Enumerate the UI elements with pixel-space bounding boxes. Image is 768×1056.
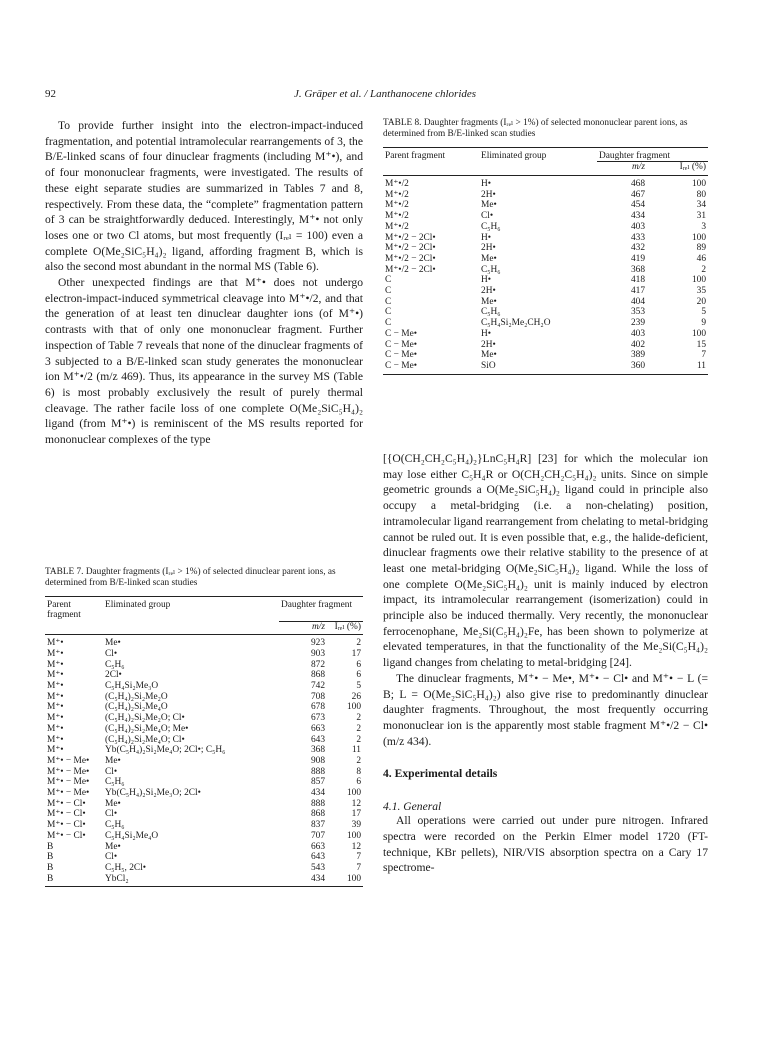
- table-7-irel-cell: 100: [327, 874, 363, 887]
- table-8-eliminated-cell: H•: [481, 328, 492, 339]
- table-8-eliminated-cell: C₅H₄Si₂Me₂CH₂O: [481, 318, 551, 329]
- table-8-row: [383, 233, 708, 244]
- table-8-eliminated-cell: 2H•: [481, 339, 496, 350]
- table-7-row: [45, 777, 363, 788]
- table-8-row: [383, 200, 708, 211]
- table-8-irel-cell: 2: [701, 264, 706, 275]
- table-7-mz-cell: 742: [310, 681, 325, 692]
- table-7-irel-cell: 2: [356, 713, 361, 724]
- table-7-irel-cell: 7: [356, 852, 361, 863]
- table-7-row: [45, 863, 363, 874]
- subsection-heading: 4.1. General: [383, 800, 442, 814]
- table-7-row: [45, 649, 363, 660]
- table-7-parent-cell: M⁺• − Me•: [47, 766, 90, 777]
- body-paragraph: All operations were carried out under pure nitrogen. Infrared spectra were recorded on the Perkin Elmer model 1720 (FT-technique, KBr pellets), NIR/VIS absorption spectra on a Cary 17 spectrome-: [383, 814, 708, 875]
- table-7-eliminated-cell: Cl•: [105, 648, 118, 659]
- table-7-row: [45, 820, 363, 831]
- table-7-eliminated-cell: Me•: [105, 841, 121, 852]
- table-7-eliminated-cell: (C₅H₄)₂Si₂Me₄O: [105, 702, 168, 713]
- table-7-irel-cell: 12: [351, 798, 361, 809]
- table-8-irel-cell: 7: [701, 350, 706, 361]
- table-7-irel-cell: 11: [351, 745, 361, 756]
- table-8-mz-cell: 353: [630, 307, 645, 318]
- table-8-parent-cell: M⁺•/2 − 2Cl•: [385, 253, 436, 264]
- table-7-header-eliminated: Eliminated group: [103, 596, 279, 621]
- table-7-eliminated-cell: Me•: [105, 638, 121, 649]
- table-7-parent-cell: B: [47, 841, 54, 852]
- table-8-mz-cell: 404: [630, 296, 645, 307]
- table-7-mz-cell: 868: [310, 670, 325, 681]
- table-8-eliminated-cell: 2H•: [481, 189, 496, 200]
- table-8-irel-cell: 34: [696, 200, 706, 211]
- table-7-mz-cell: 678: [310, 702, 325, 713]
- table-7-header-daughter: Daughter fragment: [279, 596, 363, 621]
- table-7-irel-cell: 26: [351, 691, 361, 702]
- table-8-mz-cell: 434: [630, 211, 645, 222]
- table-7-mz-cell: 903: [310, 648, 325, 659]
- table-7-parent-cell: M⁺•: [47, 723, 64, 734]
- table-7-irel-cell: 2: [356, 734, 361, 745]
- table-7-header-parent: Parent fragment: [45, 596, 103, 621]
- table-8-mz-cell: 403: [630, 221, 645, 232]
- table-7-parent-cell: M⁺• − Me•: [47, 788, 90, 799]
- table-8-parent-cell: M⁺•/2 − 2Cl•: [385, 243, 436, 254]
- table-7-row: [45, 735, 363, 746]
- table-7-mz-cell: 908: [310, 755, 325, 766]
- table-7-eliminated-cell: Cl•: [105, 809, 118, 820]
- left-column: [45, 118, 363, 884]
- table-8-row: [383, 361, 708, 374]
- table-8-irel-cell: 89: [696, 243, 706, 254]
- body-paragraph: The dinuclear fragments, M⁺• − Me•, M⁺• − Cl• and M⁺• − L (= B; L = O(Me₂SiC₅H₄)₂) also give rise to predominantly dinuclear daughter fragments. Throughout, the most frequently occurring mononuclear ion is the apparently most stable fragment M⁺•/2 − Cl• (m/z 434).: [383, 671, 708, 748]
- table-7-parent-cell: M⁺•: [47, 691, 64, 702]
- table-8-row: [383, 286, 708, 297]
- table-7-irel-cell: 2: [356, 755, 361, 766]
- table-8-eliminated-cell: Me•: [481, 350, 497, 361]
- table-8-header-parent: Parent fragment: [383, 147, 479, 162]
- table-7-irel-cell: 100: [346, 788, 361, 799]
- table-8-row: [383, 222, 708, 233]
- page-number: 92: [45, 88, 56, 100]
- table-8-irel-cell: 11: [647, 361, 708, 374]
- table-7-irel-cell: 100: [346, 830, 361, 841]
- table-7-grid: [45, 596, 363, 888]
- right-text-block: [383, 451, 708, 876]
- table-8-mz-cell: 402: [630, 339, 645, 350]
- table-8-mz-cell: 239: [630, 318, 645, 329]
- table-7-eliminated-cell: 2Cl•: [105, 670, 122, 681]
- table-8-row: [383, 275, 708, 286]
- table-7-irel-cell: 6: [356, 659, 361, 670]
- table-8-eliminated-cell: Cl•: [481, 211, 494, 222]
- table-8-mz-cell: 418: [630, 275, 645, 286]
- table-7-eliminated-cell: Me•: [105, 798, 121, 809]
- table-8-parent-cell: C: [385, 275, 392, 286]
- table-8-eliminated-cell: H•: [481, 275, 492, 286]
- table-7-eliminated-cell: Yb(C₅H₄)₂Si₂Me₄O; 2Cl•; C₅H₆: [105, 745, 226, 756]
- table-8-irel-cell: 100: [691, 232, 706, 243]
- table-7-parent-cell: M⁺•: [47, 681, 64, 692]
- table-8-mz-cell: 417: [630, 286, 645, 297]
- table-7-row: [45, 713, 363, 724]
- table-7-irel-cell: 8: [356, 766, 361, 777]
- running-head: J. Gräper et al. / Lanthanocene chlorides: [293, 88, 477, 100]
- table-8-eliminated-cell: Me•: [481, 200, 497, 211]
- table-8-eliminated-cell: 2H•: [481, 243, 496, 254]
- table-7-eliminated-cell: (C₅H₄)₂Si₂Me₄O; Cl•: [105, 734, 185, 745]
- table-8-irel-cell: 15: [696, 339, 706, 350]
- table-7-row: [45, 767, 363, 778]
- table-7-mz-cell: 837: [310, 820, 325, 831]
- table-8-mz-cell: 389: [630, 350, 645, 361]
- table-8-parent-cell: C: [385, 318, 392, 329]
- table-7-eliminated-cell: Cl•: [105, 766, 118, 777]
- table-8-row: [383, 211, 708, 222]
- table-7-parent-cell: M⁺•: [47, 745, 64, 756]
- table-7-parent-cell: M⁺•: [47, 638, 64, 649]
- table-8-irel-cell: 9: [701, 318, 706, 329]
- table-7-mz-cell: 643: [310, 852, 325, 863]
- table-7-eliminated-cell: C₅H₆: [105, 777, 125, 788]
- table-7-row: [45, 874, 363, 887]
- section-heading: 4. Experimental details: [383, 767, 498, 781]
- table-8-parent-cell: M⁺•/2: [385, 179, 409, 189]
- table-8-grid: [383, 147, 708, 375]
- table-7-eliminated-cell: C₅H₆: [105, 820, 125, 831]
- table-7-irel-cell: 5: [356, 681, 361, 692]
- body-paragraph: [{O(CH₂CH₂C₅H₄)₂}LnC₅H₄R] [23] for which the molecular ion may lose either C₅H₄R or O(CH₂CH₂C₅H₄)₂ units. Since on simple geometric grounds a O(Me₂SiC₅H₄)₂ ligand could in principle also occupy a metal-bridging (i.e. a non-chelating) position, intramolecular ligand rearrangement from chelating to metal-bridging cannot be ruled out. It is even possible that, e.g., the halide-deficient, dinuclear fragments owe their relative stability to the presence of at least one metal-bridging O(Me₂SiC₅H₄)₂ ligand. While the loss of one complete O(Me₂SiC₅H₄)₂ unit is mainly induced by electron impact, its intramolecular rearrangement (isomerization) could in principle also be induced thermally. Very recently, the mononuclear ferrocenophane, Me₂Si(C₅H₄)₂Fe, has been shown to polymerize at elevated temperatures, in that the functionality of the Me₂Si(C₅H₄)₂ ligand changes from chelating to metal-bridging [24].: [383, 452, 708, 670]
- table-8-irel-cell: 31: [696, 211, 706, 222]
- table-8-parent-cell: M⁺•/2: [385, 189, 409, 200]
- table-7-row: [45, 660, 363, 671]
- table-8-mz-cell: 432: [630, 243, 645, 254]
- table-7-row: [45, 799, 363, 810]
- table-8-eliminated-cell: 2H•: [481, 286, 496, 297]
- table-8-parent-cell: M⁺•/2 − 2Cl•: [385, 264, 436, 275]
- table-8-irel-cell: 20: [696, 296, 706, 307]
- table-8-row: [383, 350, 708, 361]
- table-7-irel-cell: 39: [351, 820, 361, 831]
- table-8-mz-cell: 433: [630, 232, 645, 243]
- table-8-row: [383, 340, 708, 351]
- table-8-header-daughter: Daughter fragment: [597, 147, 708, 162]
- table-7-parent-cell: M⁺•: [47, 713, 64, 724]
- table-7-parent-cell: M⁺• − Me•: [47, 777, 90, 788]
- table-8-parent-cell: C: [385, 296, 392, 307]
- table-8-eliminated-cell: Me•: [481, 253, 497, 264]
- table-8-eliminated-cell: Me•: [481, 296, 497, 307]
- table-8-parent-cell: M⁺•/2: [385, 221, 409, 232]
- table-7-parent-cell: M⁺•: [47, 648, 64, 659]
- table-7-eliminated-cell: C₅H₆: [105, 659, 125, 670]
- table-8-row: [383, 176, 708, 190]
- table-8-body: [383, 176, 708, 375]
- table-8-caption: TABLE 8. Daughter fragments (Iᵣₑₗ > 1%) of selected mononuclear parent ions, as determined from B/E-linked scan studies: [383, 118, 688, 140]
- table-8-mz-cell: 468: [630, 179, 645, 189]
- table-8: [383, 118, 708, 375]
- table-7-row: [45, 831, 363, 842]
- table-7-parent-cell: M⁺•: [47, 702, 64, 713]
- table-7-eliminated-cell: C₅H₅, 2Cl•: [105, 862, 147, 873]
- table-7: [45, 567, 363, 887]
- table-8-eliminated-cell: C₅H₆: [481, 307, 501, 318]
- table-7-mz-cell: 643: [310, 734, 325, 745]
- table-7-parent-cell: B: [47, 852, 54, 863]
- table-7-parent-cell: B: [47, 862, 54, 873]
- table-8-irel-cell: 100: [691, 328, 706, 339]
- table-8-parent-cell: M⁺•/2 − 2Cl•: [385, 232, 436, 243]
- table-8-irel-cell: 100: [691, 179, 706, 189]
- table-8-row: [383, 265, 708, 276]
- body-paragraph: To provide further insight into the electron-impact-induced fragmentation, and potential intramolecular rearrangements of 3, the B/E-linked scans of four dinuclear fragments (including M⁺•), and of four mononuclear fragments, were investigated. The results of these eight separate studies are summarized in Tables 7 and 8, respectively. From these data, the “complete” fragmentation pattern of 3 can be straightforwardly deduced. Interestingly, M⁺• not only loses one or two Cl atoms, but most frequently (Iᵣₑₗ = 100) even a complete O(Me₂SiC₅H₄)₂ ligand, affording fragment B, which is also the second most abundant in the normal MS (Table 6).: [45, 119, 363, 274]
- table-8-mz-cell: 454: [630, 200, 645, 211]
- table-7-row: [45, 809, 363, 820]
- body-paragraph: Other unexpected findings are that M⁺• does not undergo electron-impact-induced symmetrical cleavage into M⁺•/2, and that the generation of at least ten dinuclear daughter ions (of M⁺•) contrasts with that of only one mononuclear fragment. Further inspection of Table 7 reveals that none of the dinuclear fragments of 3 subjected to a B/E-linked scan study generates the mononuclear ion M⁺•/2 (m/z 469). Thus, its appearance in the survey MS (Table 6) is most probably exclusively the result of purely thermal cleavage. The rather facile loss of one complete O(Me₂SiC₅H₄)₂ ligand (from M⁺•) is reminiscent of the MS results reported for mononuclear complexes of the type: [45, 276, 363, 447]
- table-7-parent-cell: M⁺• − Cl•: [47, 809, 86, 820]
- table-8-mz-cell: 419: [630, 253, 645, 264]
- table-8-parent-cell: C − Me•: [383, 361, 479, 374]
- table-7-irel-cell: 2: [356, 723, 361, 734]
- table-7-row: [45, 692, 363, 703]
- table-8-parent-cell: C: [385, 286, 392, 297]
- table-7-row: [45, 681, 363, 692]
- table-8-row: [383, 190, 708, 201]
- table-8-parent-cell: C − Me•: [385, 350, 418, 361]
- table-7-mz-cell: 857: [310, 777, 325, 788]
- table-7-header-irel: Iᵣₑₗ (%): [327, 621, 363, 635]
- table-8-irel-cell: 35: [696, 286, 706, 297]
- table-8-eliminated-cell: SiO: [479, 361, 597, 374]
- table-7-irel-cell: 17: [351, 809, 361, 820]
- table-7-parent-cell: M⁺• − Me•: [47, 755, 90, 766]
- table-7-mz-cell: 888: [310, 766, 325, 777]
- table-8-header-eliminated: Eliminated group: [479, 147, 597, 162]
- table-7-mz-cell: 923: [310, 638, 325, 649]
- table-7-mz-cell: 368: [310, 745, 325, 756]
- table-7-parent-cell: M⁺• − Cl•: [47, 820, 86, 831]
- table-8-mz-cell: 467: [630, 189, 645, 200]
- table-8-header-mz: m/z: [597, 162, 647, 176]
- table-7-irel-cell: 7: [356, 862, 361, 873]
- table-7-mz-cell: 434: [279, 874, 327, 887]
- table-8-mz-cell: 360: [597, 361, 647, 374]
- table-7-irel-cell: 100: [346, 702, 361, 713]
- table-8-irel-cell: 5: [701, 307, 706, 318]
- table-8-row: [383, 243, 708, 254]
- table-8-eliminated-cell: C₅H₆: [481, 264, 501, 275]
- table-7-mz-cell: 868: [310, 809, 325, 820]
- table-8-row: [383, 318, 708, 329]
- table-8-row: [383, 254, 708, 265]
- table-8-parent-cell: C − Me•: [385, 339, 418, 350]
- table-7-eliminated-cell: (C₅H₄)₂Si₂Me₄O; Me•: [105, 723, 189, 734]
- table-8-eliminated-cell: H•: [481, 179, 492, 189]
- table-7-mz-cell: 663: [310, 723, 325, 734]
- table-8-irel-cell: 100: [691, 275, 706, 286]
- table-7-mz-cell: 663: [310, 841, 325, 852]
- table-7-parent-cell: B: [45, 874, 103, 887]
- table-7-eliminated-cell: C₅H₄Si₂Me₃O: [105, 681, 159, 692]
- table-7-irel-cell: 6: [356, 670, 361, 681]
- table-7-row: [45, 635, 363, 649]
- table-7-eliminated-cell: C₅H₄Si₂Me₄O: [105, 830, 159, 841]
- table-7-eliminated-cell: Me•: [105, 755, 121, 766]
- table-8-mz-cell: 368: [630, 264, 645, 275]
- table-8-irel-cell: 80: [696, 189, 706, 200]
- table-7-mz-cell: 872: [310, 659, 325, 670]
- table-7-parent-cell: M⁺• − Cl•: [47, 830, 86, 841]
- table-8-row: [383, 297, 708, 308]
- table-7-parent-cell: M⁺•: [47, 659, 64, 670]
- table-7-mz-cell: 708: [310, 691, 325, 702]
- table-8-parent-cell: M⁺•/2: [385, 200, 409, 211]
- table-8-irel-cell: 3: [701, 221, 706, 232]
- table-7-row: [45, 852, 363, 863]
- table-7-mz-cell: 543: [310, 862, 325, 873]
- table-8-parent-cell: C: [385, 307, 392, 318]
- table-7-eliminated-cell: (C₅H₄)₂Si₂Me₂O; Cl•: [105, 713, 185, 724]
- table-8-header-irel: Iᵣₑₗ (%): [647, 162, 708, 176]
- table-7-parent-cell: M⁺•: [47, 670, 64, 681]
- table-7-row: [45, 788, 363, 799]
- table-7-irel-cell: 6: [356, 777, 361, 788]
- table-7-row: [45, 724, 363, 735]
- table-8-parent-cell: C − Me•: [385, 328, 418, 339]
- table-7-mz-cell: 434: [310, 788, 325, 799]
- table-7-mz-cell: 707: [310, 830, 325, 841]
- table-7-header-mz: m/z: [279, 621, 327, 635]
- table-7-row: [45, 842, 363, 853]
- table-7-parent-cell: M⁺• − Cl•: [47, 798, 86, 809]
- table-7-eliminated-cell: Cl•: [105, 852, 118, 863]
- table-7-irel-cell: 17: [351, 648, 361, 659]
- table-8-eliminated-cell: H•: [481, 232, 492, 243]
- table-7-row: [45, 756, 363, 767]
- table-8-row: [383, 307, 708, 318]
- table-7-irel-cell: 12: [351, 841, 361, 852]
- table-8-irel-cell: 46: [696, 253, 706, 264]
- table-7-row: [45, 702, 363, 713]
- table-7-caption: TABLE 7. Daughter fragments (Iᵣₑₗ > 1%) of selected dinuclear parent ions, as determined from B/E-linked scan studies: [45, 567, 336, 589]
- table-7-mz-cell: 673: [310, 713, 325, 724]
- table-8-mz-cell: 403: [630, 328, 645, 339]
- table-7-row: [45, 745, 363, 756]
- table-7-row: [45, 670, 363, 681]
- table-7-eliminated-cell: YbCl₂: [103, 874, 279, 887]
- table-7-mz-cell: 888: [310, 798, 325, 809]
- table-7-eliminated-cell: (C₅H₄)₂Si₂Me₂O: [105, 691, 168, 702]
- table-8-eliminated-cell: C₅H₆: [481, 221, 501, 232]
- table-7-irel-cell: 2: [356, 638, 361, 649]
- table-7-parent-cell: M⁺•: [47, 734, 64, 745]
- table-8-row: [383, 329, 708, 340]
- table-8-parent-cell: M⁺•/2: [385, 211, 409, 222]
- table-7-eliminated-cell: Yb(C₅H₄)₂Si₂Me₃O; 2Cl•: [105, 788, 201, 799]
- table-7-body: [45, 635, 363, 887]
